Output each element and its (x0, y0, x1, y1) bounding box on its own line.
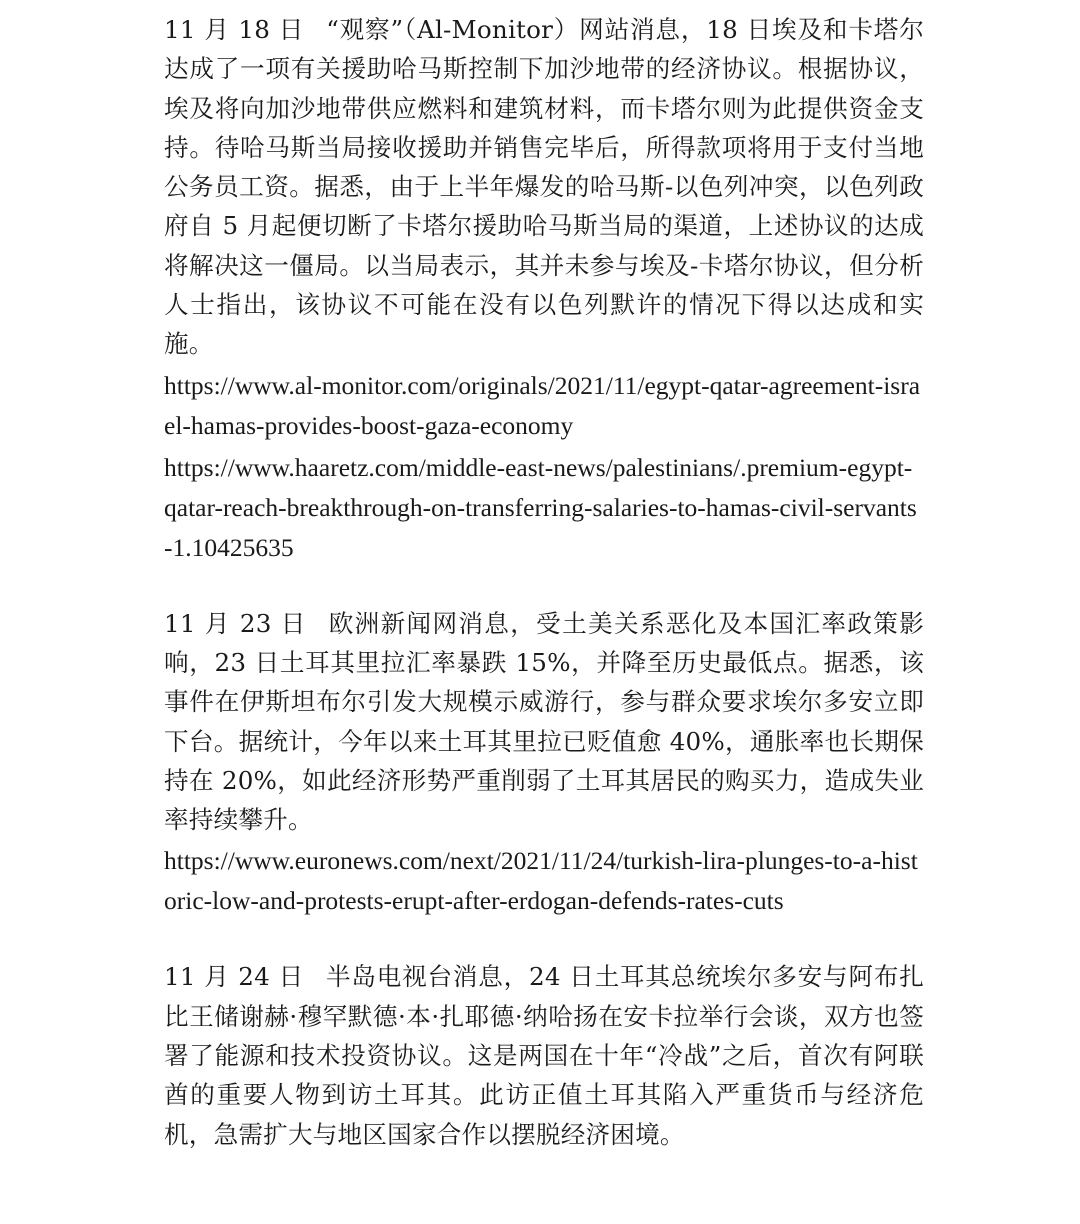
source-link[interactable]: https://www.al-monitor.com/originals/2021/11/egypt-qatar-agreement-israel-hamas-provides-boost-gaza-economy (164, 370, 921, 440)
entry-paragraph (164, 957, 924, 1153)
entry-date: 11 月 18 日 (164, 15, 305, 44)
entry-date: 11 月 23 日 (164, 608, 307, 638)
entry-body: “观察”（Al-Monitor）网站消息，18 日埃及和卡塔尔达成了一项有关援助哈马斯控制下加沙地带的经济协议。根据协议，埃及将向加沙地带供应燃料和建筑材料，而卡塔尔则为此提供资金支持。待哈马斯当局接收援助并销售完毕后，所得款项将用于支付当地公务员工资。据悉，由于上半年爆发的哈马斯-以色列冲突，以色列政府自 5 月起便切断了卡塔尔援助哈马斯当局的渠道，上述协议的达成将解决这一僵局。以当局表示，其并未参与埃及-卡塔尔协议，但分析人士指出，该协议不可能在没有以色列默许的情况下得以达成和实施。 (164, 15, 924, 359)
news-entry-1 (164, 10, 924, 568)
news-entry-3 (164, 957, 924, 1153)
entry-paragraph (164, 10, 924, 364)
source-link[interactable]: https://www.euronews.com/next/2021/11/24/turkish-lira-plunges-to-a-historic-low-and-protests-erupt-after-erdogan-defends-rates-cuts (164, 846, 918, 916)
document-page (164, 10, 924, 1154)
news-entry-2 (164, 604, 924, 922)
entry-body: 半岛电视台消息，24 日土耳其总统埃尔多安与阿布扎比王储谢赫·穆罕默德·本·扎耶德·纳哈扬在安卡拉举行会谈，双方也签署了能源和技术投资协议。这是两国在十年“冷战”之后，首次有阿联酋的重要人物到访土耳其。此访正值土耳其陷入严重货币与经济危机，急需扩大与地区国家合作以摆脱经济困境。 (164, 962, 924, 1149)
source-link[interactable]: https://www.haaretz.com/middle-east-news/palestinians/.premium-egypt-qatar-reach-breakthrough-on-transferring-salaries-to-hamas-civil-servants-1.10425635 (164, 452, 917, 562)
entry-paragraph (164, 604, 924, 840)
entry-body: 欧洲新闻网消息，受土美关系恶化及本国汇率政策影响，23 日土耳其里拉汇率暴跌 15%，并降至历史最低点。据悉，该事件在伊斯坦布尔引发大规模示威游行，参与群众要求埃尔多安立即下台。据统计，今年以来土耳其里拉已贬值愈 40%，通胀率也长期保持在 20%，如此经济形势严重削弱了土耳其居民的购买力，造成失业率持续攀升。 (164, 608, 924, 835)
entry-date: 11 月 24 日 (164, 962, 304, 992)
